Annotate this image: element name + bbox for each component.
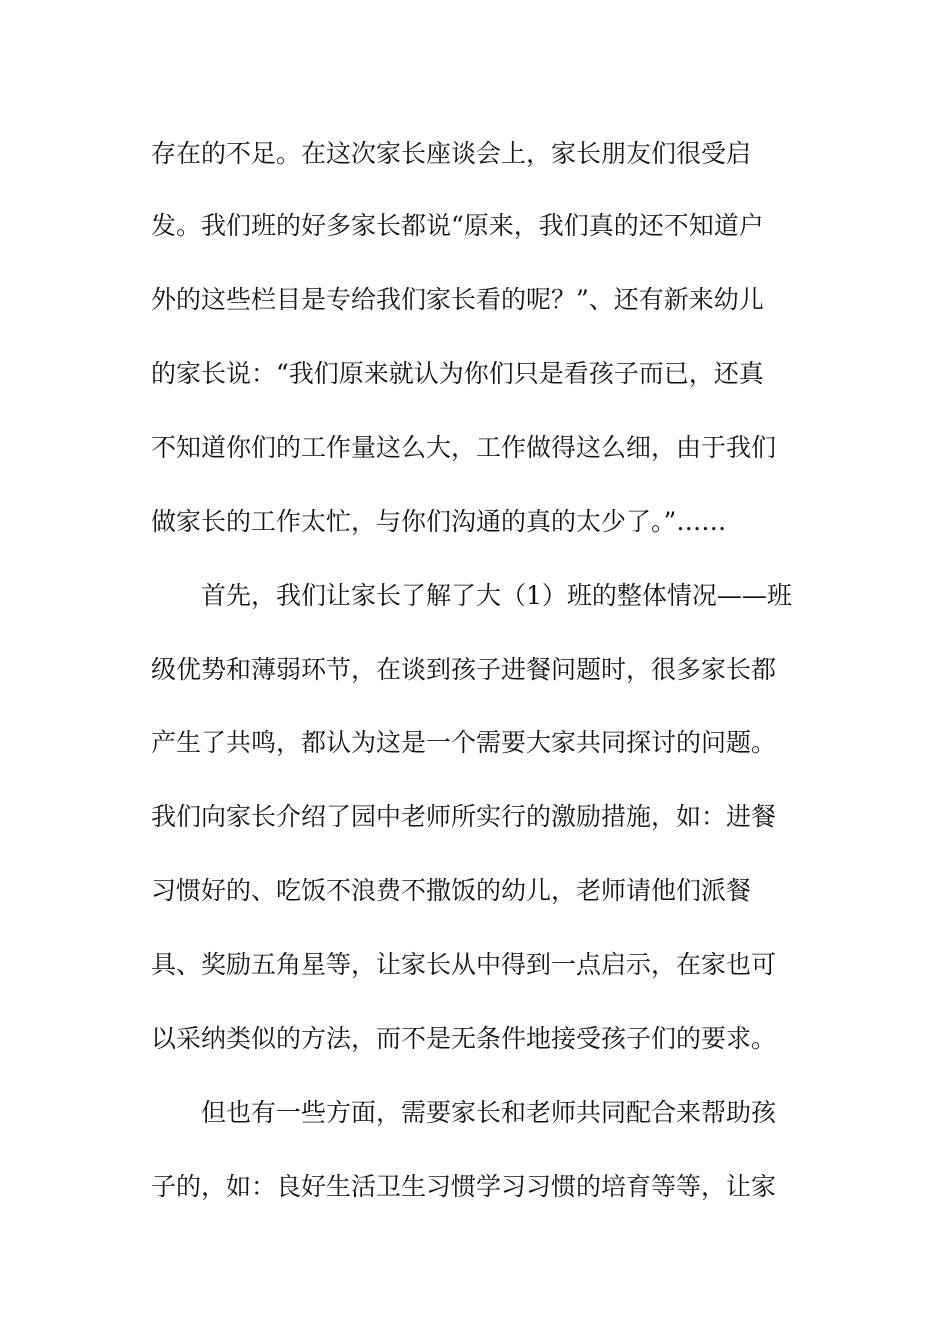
- text-line: 不知道你们的工作量这么大，工作做得这么细，由于我们: [151, 433, 777, 462]
- paragraph-first-line: 但也有一些方面，需要家长和老师共同配合来帮助孩: [201, 1098, 777, 1127]
- text-line: 的家长说：“我们原来就认为你们只是看孩子而已，还真: [151, 359, 764, 388]
- text-line: 产生了共鸣，都认为这是一个需要大家共同探讨的问题。: [151, 728, 777, 757]
- text-line: 具、奖励五角星等，让家长从中得到一点启示，在家也可: [151, 950, 777, 979]
- text-line: 外的这些栏目是专给我们家长看的呢？”、还有新来幼儿: [151, 285, 764, 314]
- text-line: 做家长的工作太忙，与你们沟通的真的太少了。”……: [151, 507, 727, 536]
- text-line: 级优势和薄弱环节，在谈到孩子进餐问题时，很多家长都: [151, 655, 777, 684]
- text-line: 子的，如：良好生活卫生习惯学习习惯的培育等等，让家: [151, 1172, 777, 1201]
- text-line: 我们向家长介绍了园中老师所实行的激励措施，如：进餐: [151, 802, 777, 831]
- text-line: 习惯好的、吃饭不浪费不撒饭的幼儿，老师请他们派餐: [151, 876, 752, 905]
- text-line: 发。我们班的好多家长都说“原来，我们真的还不知道户: [151, 211, 764, 240]
- text-line: 存在的不足。在这次家长座谈会上，家长朋友们很受启: [151, 139, 752, 168]
- text-line: 以采纳类似的方法，而不是无条件地接受孩子们的要求。: [151, 1024, 777, 1053]
- paragraph-first-line: 首先，我们让家长了解了大（1）班的整体情况——班: [201, 581, 792, 610]
